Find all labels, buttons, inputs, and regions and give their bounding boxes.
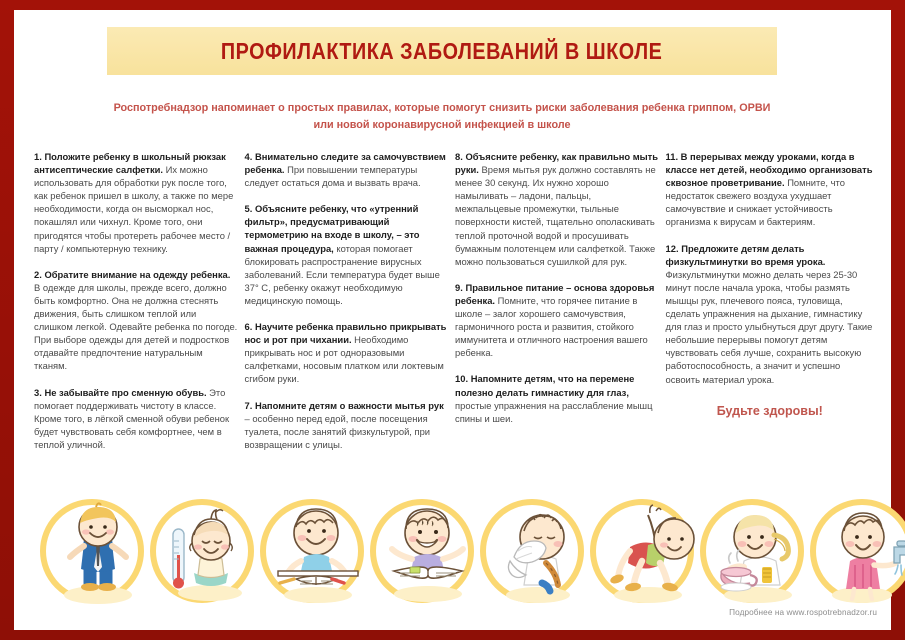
tip-body: Помните, что недостаток свежего воздуха ухудшает самочувствие и снижает устойчивость организма к вирусам и бактериям. — [665, 177, 845, 228]
tip-item — [245, 202, 449, 307]
tips-column-4 — [666, 150, 874, 490]
tip-body: При повышении температуры следует остаться дома и вызвать врача. — [244, 164, 421, 189]
girl-with-hot-drink-icon — [700, 499, 804, 603]
tips-columns — [34, 150, 874, 490]
tip-lead: Научите ребенка правильно прикрывать нос и рот при чихании. — [244, 321, 447, 346]
tip-number: 8. — [455, 151, 463, 162]
tip-number: 7. — [244, 399, 253, 411]
tip-number: 12. — [665, 242, 679, 254]
girl-washing-hands-icon — [810, 499, 905, 603]
tip-body: Физкультминутки можно делать через 25-30 минут после начала урока, чтобы размять мышцы рук, плечевого пояса, туловища, сделать упражнения на дыхание, гимнастику для глаз и просто улыбнуться друг другу. Такие небольшие перерывы помогут детям чувствовать себя лучше, сохранить высокую работоспособность, а значит и успешно освоить материал урока. — [665, 268, 873, 385]
tip-lead: Обратите внимание на одежду ребенка. — [44, 268, 231, 280]
tip-number: 6. — [244, 321, 253, 333]
tip-body: простые упражнения на расслабление мышц спины и шеи. — [455, 399, 653, 424]
footer-note: Подробнее на www.rospotrebnadzor.ru — [729, 608, 877, 617]
boy-reading-book-icon — [370, 499, 474, 603]
tips-column-2 — [245, 150, 449, 490]
subtitle-text: Роспотребнадзор напоминает о простых правилах, которые помогут снизить риски заболевания ребенка гриппом, ОРВИ или новой коронавирусной инфекцией в школе — [113, 102, 771, 131]
tip-item — [34, 386, 238, 451]
tip-number: 1. — [34, 151, 42, 162]
tip-item — [455, 150, 659, 268]
boy-in-school-uniform-icon — [40, 499, 144, 603]
tip-body: которая помогает блокировать распространение вирусных заболеваний. Если температура будет выше 37° С, ребенку окажут необходимую медицинскую помощь. — [244, 242, 440, 306]
tip-lead: Внимательно следите за самочувствием ребенка. — [244, 151, 446, 176]
tips-column-3 — [455, 150, 659, 490]
tip-lead: Предложите детям делать физкультминутки во время урока. — [665, 242, 826, 267]
tip-item — [245, 399, 449, 451]
tip-body: В одежде для школы, прежде всего, должно быть комфортно. Она не должна стеснять движения, быть слишком теплой или слишком легкой. Одевайте ребенка по погоде. При выборе одежды для детей и подростков отдавайте предпочтение натуральным тканям. — [34, 281, 238, 372]
page-title: ПРОФИЛАКТИКА ЗАБОЛЕВАНИЙ В ШКОЛЕ — [221, 37, 663, 64]
tip-body: Их можно использовать для обработки рук после того, как ребенок пришел в школу, а также по мере необходимости, когда он высморкал нос, покашлял или чихнул. Кроме того, они пригодятся чтобы протереть рабочее место / парту / компьютерную технику. — [34, 164, 234, 254]
tip-body: – особенно перед едой, после посещения туалета, после занятий физкультурой, при возвращении с улицы. — [244, 412, 431, 450]
boy-with-napkin-sneezing-icon — [480, 499, 584, 603]
tip-body: Помните, что горячее питание в школе – залог хорошего самочувствия, гармоничного роста и развития, стойкого иммунитета и отличного настроения вашего ребенка. — [455, 294, 648, 359]
tip-number: 4. — [244, 151, 253, 162]
boy-writing-at-desk-icon — [260, 499, 364, 603]
tip-number: 10. — [455, 373, 469, 385]
tip-number: 5. — [244, 203, 253, 215]
tip-lead: Напомните детям, что на перемене полезно делать гимнастику для глаз, — [455, 373, 635, 398]
tip-lead: Правильное питание – основа здоровья ребенка. — [455, 281, 655, 306]
tip-lead: Объясните ребенку, что «утренний фильтр», предусматривающий термометрию на входе в школу, – это важная процедура, — [244, 203, 420, 254]
tip-item — [34, 268, 238, 373]
tip-lead: Напомните детям о важности мытья рук — [254, 399, 444, 411]
tip-number: 11. — [665, 151, 679, 162]
tip-lead: Не забывайте про сменную обувь. — [44, 386, 207, 398]
tip-number: 9. — [455, 281, 463, 293]
tip-lead: В перерывах между уроками, когда в классе нет детей, необходимо организовать сквозное проветривание. — [665, 151, 873, 189]
tip-item — [455, 372, 659, 424]
tip-body: Время мытья рук должно составлять не менее 30 секунд. Их нужно хорошо намыливать – ладони, пальцы, межпальцевые промежутки, тыльные поверхности кистей, тщательно ополаскивать теплой проточной водой и просушивать бумажным полотенцем или салфеткой. Также можно пользоваться сушилкой для рук. — [455, 164, 656, 267]
illustration-strip — [14, 495, 891, 613]
tip-item — [245, 320, 449, 385]
tip-number: 2. — [34, 268, 42, 280]
closing-message: Будьте здоровы! — [716, 403, 823, 418]
tip-item — [666, 242, 874, 386]
tip-body: Это помогает поддерживать чистоту в классе. Кроме того, в лёгкой сменной обуви ребенок будет чувствовать себя комфортнее, чем в теплой уличной. — [34, 386, 230, 450]
tip-lead: Объясните ребенку, как правильно мыть руки. — [455, 151, 659, 176]
tips-column-1 — [34, 150, 238, 490]
tip-lead: Положите ребенку в школьный рюкзак антисептические салфетки. — [34, 151, 226, 176]
tip-item — [34, 150, 238, 255]
tip-number: 3. — [34, 386, 42, 398]
tip-body: Необходимо прикрывать нос и рот одноразовыми салфетками, носовым платком или локтевым сгибом руки. — [244, 334, 444, 385]
child-exercising-icon — [590, 499, 694, 603]
tip-item — [455, 281, 659, 360]
tip-item — [666, 150, 874, 229]
title-banner — [107, 27, 777, 75]
girl-with-thermometer-icon — [150, 499, 254, 603]
tip-item — [245, 150, 449, 189]
